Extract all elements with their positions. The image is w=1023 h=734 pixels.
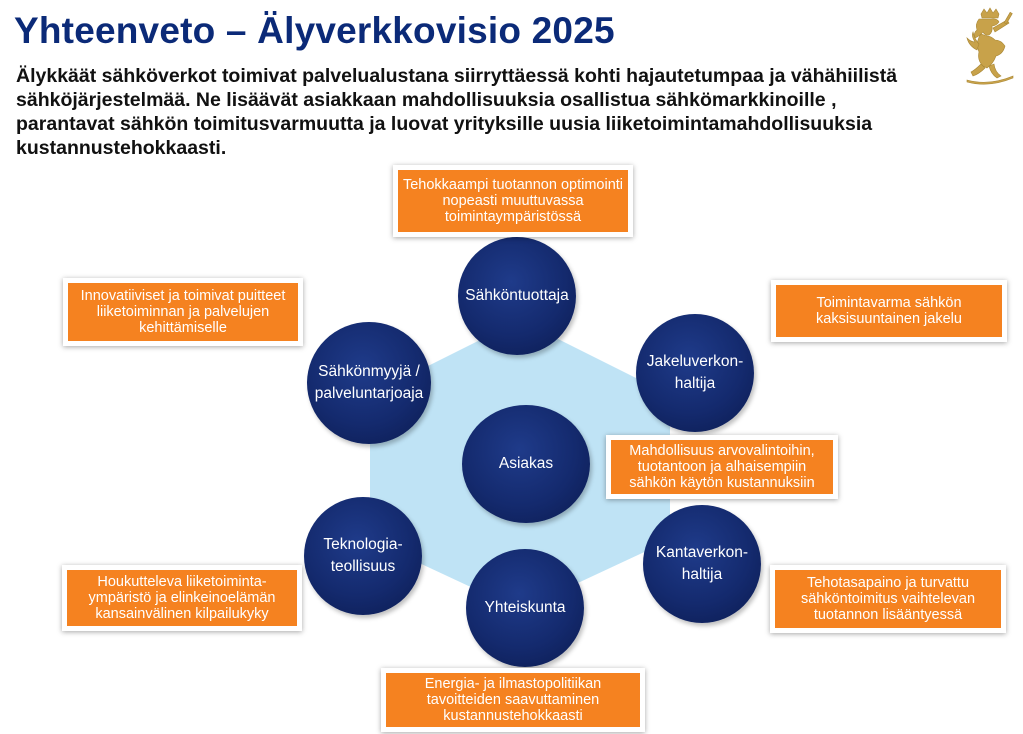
- callout-text: Innovatiiviset ja toimivat puitteet liiketoiminnan ja palvelujen kehittämiselle: [68, 283, 298, 341]
- page-subtitle: Älykkäät sähköverkot toimivat palvelualustana siirryttäessä kohti hajautetumpaa ja vähähiilistä sähköjärjestelmää. Ne lisäävät asiakkaan mahdollisuuksia osallistua sähkömarkkinoille , parantavat sähkön toimitusvarmuutta ja luovat yrityksille uusia liiketoimintamahdollisuuksia kustannustehokkaasti.: [16, 65, 898, 159]
- callout-text: Tehotasapaino ja turvattu sähköntoimitus vaihtelevan tuotannon lisääntyessä: [775, 570, 1001, 628]
- node-teknologiateollisuus: [304, 497, 422, 615]
- node-jakeluverkonhaltija: [636, 314, 754, 432]
- page-title: Yhteenveto – Älyverkkovisio 2025: [14, 10, 615, 51]
- callout-text: Tehokkaampi tuotannon optimointi nopeasti muuttuvassa toimintaympäristössä: [398, 170, 628, 232]
- node-label: Asiakas: [498, 455, 554, 472]
- node-label: Kantaverkon-haltija: [655, 544, 749, 583]
- callout-top-right: [771, 280, 1007, 342]
- callout-text: Toimintavarma sähkön kaksisuuntainen jakelu: [776, 285, 1002, 337]
- callout-center-right: [606, 435, 838, 499]
- node-sahkontuottaja: [458, 237, 576, 355]
- node-label: Jakeluverkon-haltija: [646, 353, 744, 392]
- callout-top: [393, 165, 633, 237]
- callout-text: Houkutteleva liiketoiminta-ympäristö ja elinkeinoelämän kansainvälinen kilpailukyky: [67, 570, 297, 626]
- node-asiakas: [462, 405, 590, 523]
- node-sahkonmyyja: [307, 322, 431, 444]
- node-label: Yhteiskunta: [484, 599, 566, 616]
- callout-top-left: [63, 278, 303, 346]
- node-label: Sähkönmyyjä / palveluntarjoaja: [314, 363, 424, 402]
- callout-bottom-right: [770, 565, 1006, 633]
- node-yhteiskunta: [466, 549, 584, 667]
- callout-text: Mahdollisuus arvovalintoihin, tuotantoon ja alhaisempiin sähkön käytön kustannuksiin: [611, 440, 833, 494]
- callout-text: Energia- ja ilmastopolitiikan tavoitteiden saavuttaminen kustannustehokkaasti: [386, 673, 640, 727]
- node-label: Sähköntuottaja: [465, 287, 569, 304]
- callout-bottom: [381, 668, 645, 732]
- node-label: Teknologia-teollisuus: [323, 536, 403, 575]
- node-kantaverkonhaltija: [643, 505, 761, 623]
- callout-bottom-left: [62, 565, 302, 631]
